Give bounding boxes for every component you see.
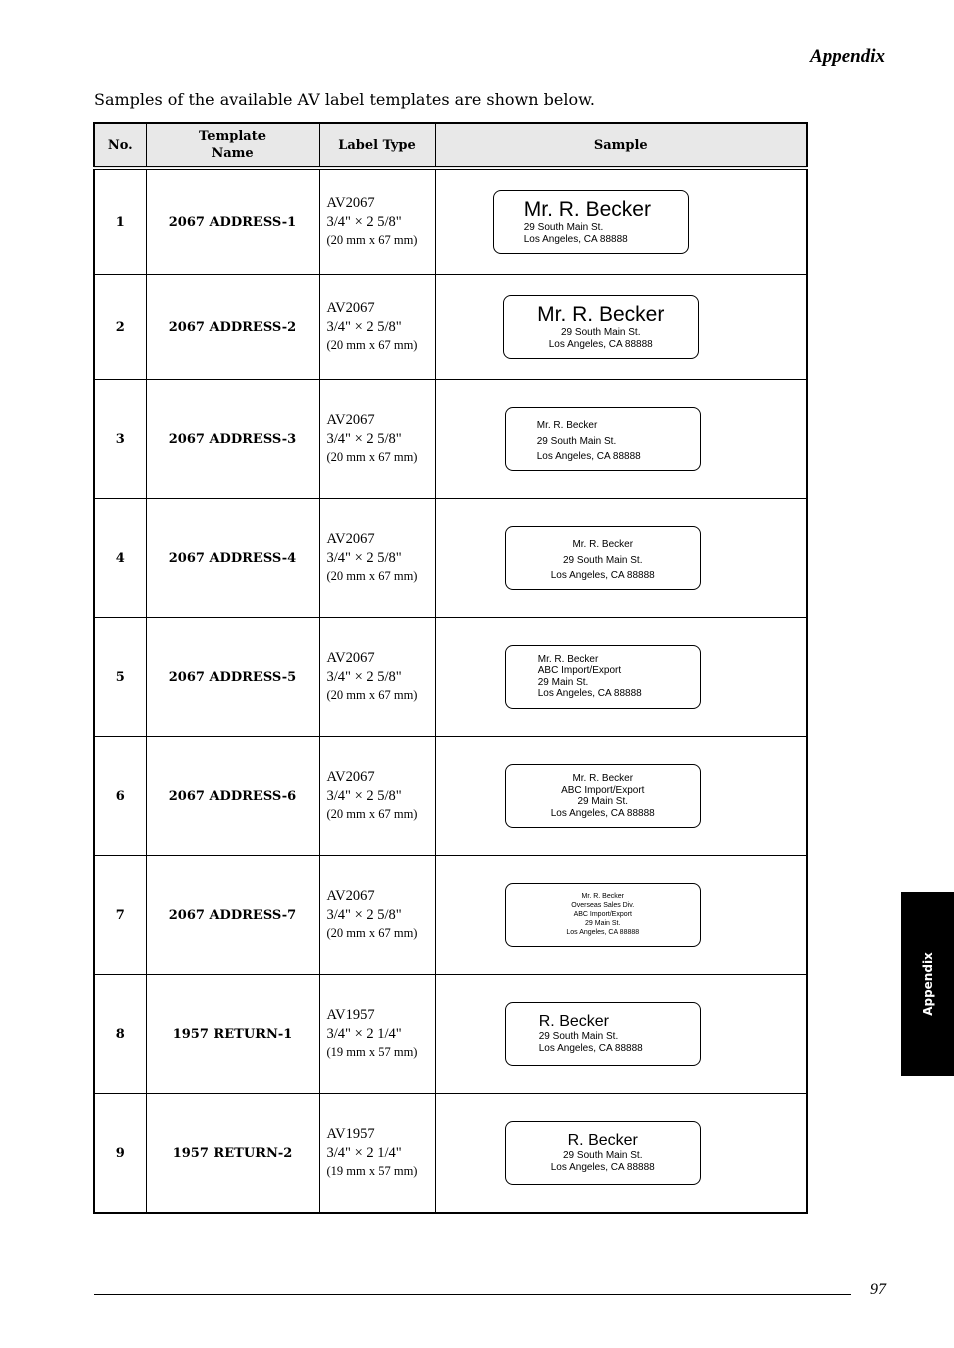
appendix-side-tab xyxy=(901,892,954,1076)
column-header-no: No. xyxy=(94,123,146,168)
label-line: Los Angeles, CA 88888 xyxy=(537,687,642,699)
label-line: ABC Import/Export xyxy=(573,911,632,918)
label-line: Los Angeles, CA 88888 xyxy=(566,929,640,936)
sample-label xyxy=(505,407,701,471)
table-row xyxy=(94,618,807,737)
table-row xyxy=(94,499,807,618)
column-header-label-type: Label Type xyxy=(319,123,435,168)
label-line: 29 South Main St. xyxy=(563,554,643,566)
template-name: 2067 ADDRESS-3 xyxy=(146,380,319,499)
label-line: Mr. R. Becker xyxy=(523,198,651,221)
sample-cell xyxy=(435,737,807,856)
label-line: Mr. R. Becker xyxy=(581,893,624,900)
label-type-mm: (20 mm x 67 mm) xyxy=(326,233,418,248)
label-type-inches: 3/4" × 2 5/8" xyxy=(326,318,402,335)
sample-label xyxy=(505,1002,701,1066)
sample-label xyxy=(503,295,699,359)
sample-label xyxy=(505,645,701,709)
label-type-model: AV1957 xyxy=(326,1007,375,1024)
label-line: R. Becker xyxy=(567,1132,638,1149)
label-type-model: AV2067 xyxy=(326,888,375,905)
label-type-mm: (20 mm x 67 mm) xyxy=(326,338,418,353)
row-number: 6 xyxy=(94,737,146,856)
label-line: 29 Main St. xyxy=(585,920,621,927)
row-number: 9 xyxy=(94,1094,146,1214)
label-type xyxy=(319,380,435,499)
label-line: 29 South Main St. xyxy=(536,435,617,447)
template-name: 2067 ADDRESS-2 xyxy=(146,275,319,380)
side-tab-label: Appendix xyxy=(920,952,935,1016)
row-number: 5 xyxy=(94,618,146,737)
label-type xyxy=(319,1094,435,1214)
row-number: 2 xyxy=(94,275,146,380)
label-line: Los Angeles, CA 88888 xyxy=(550,1162,655,1173)
label-line: 29 Main St. xyxy=(577,796,629,807)
intro-text: Samples of the available AV label templates are shown below. xyxy=(94,90,595,109)
label-type xyxy=(319,618,435,737)
label-line: Mr. R. Becker xyxy=(537,303,665,326)
label-line: ABC Import/Export xyxy=(561,784,645,796)
table-row xyxy=(94,168,807,275)
label-type-inches: 3/4" × 2 5/8" xyxy=(326,787,402,804)
page-number: 97 xyxy=(870,1281,886,1298)
label-line: 29 Main St. xyxy=(537,676,589,688)
label-line: Mr. R. Becker xyxy=(537,654,599,665)
sample-cell xyxy=(435,975,807,1094)
column-header-name-line2: Name xyxy=(211,146,254,161)
label-line: Los Angeles, CA 88888 xyxy=(523,234,628,245)
sample-label xyxy=(505,1121,701,1185)
sample-label xyxy=(505,526,701,590)
sample-cell xyxy=(435,380,807,499)
template-name: 1957 RETURN-1 xyxy=(146,975,319,1094)
section-title: Appendix xyxy=(810,46,885,67)
label-line: 29 South Main St. xyxy=(538,1031,619,1042)
row-number: 8 xyxy=(94,975,146,1094)
label-type-mm: (20 mm x 67 mm) xyxy=(326,807,418,822)
row-number: 1 xyxy=(94,168,146,275)
label-type-model: AV2067 xyxy=(326,412,375,429)
label-line: Mr. R. Becker xyxy=(536,420,598,431)
label-type-mm: (19 mm x 57 mm) xyxy=(326,1045,418,1060)
table-row xyxy=(94,380,807,499)
table-row xyxy=(94,1094,807,1214)
table-row xyxy=(94,856,807,975)
label-type-model: AV1957 xyxy=(326,1126,375,1143)
sample-cell xyxy=(435,275,807,380)
column-header-template-name xyxy=(146,123,319,168)
label-type xyxy=(319,856,435,975)
label-line: Los Angeles, CA 88888 xyxy=(538,1043,643,1054)
label-type-model: AV2067 xyxy=(326,650,375,667)
row-number: 7 xyxy=(94,856,146,975)
template-name: 1957 RETURN-2 xyxy=(146,1094,319,1214)
label-type-inches: 3/4" × 2 5/8" xyxy=(326,549,402,566)
label-type-model: AV2067 xyxy=(326,531,375,548)
label-type-model: AV2067 xyxy=(326,300,375,317)
label-type xyxy=(319,737,435,856)
label-line: 29 South Main St. xyxy=(523,222,604,233)
label-type-inches: 3/4" × 2 1/4" xyxy=(326,1025,402,1042)
label-type xyxy=(319,975,435,1094)
row-number: 3 xyxy=(94,380,146,499)
label-template-table xyxy=(93,122,808,1214)
sample-cell xyxy=(435,856,807,975)
sample-label xyxy=(505,764,701,828)
label-type-mm: (19 mm x 57 mm) xyxy=(326,1164,418,1179)
row-number: 4 xyxy=(94,499,146,618)
label-type-inches: 3/4" × 2 1/4" xyxy=(326,1144,402,1161)
label-type-inches: 3/4" × 2 5/8" xyxy=(326,668,402,685)
label-line: Los Angeles, CA 88888 xyxy=(536,451,641,462)
label-type-mm: (20 mm x 67 mm) xyxy=(326,926,418,941)
label-type xyxy=(319,275,435,380)
label-line: Los Angeles, CA 88888 xyxy=(550,570,655,581)
column-header-sample: Sample xyxy=(435,123,807,168)
label-line: Overseas Sales Div. xyxy=(571,902,635,909)
template-name: 2067 ADDRESS-5 xyxy=(146,618,319,737)
label-line: 29 South Main St. xyxy=(561,327,641,338)
label-line: ABC Import/Export xyxy=(537,665,622,677)
table-row xyxy=(94,275,807,380)
label-type-model: AV2067 xyxy=(326,195,375,212)
label-line: 29 South Main St. xyxy=(563,1150,643,1161)
table-row xyxy=(94,975,807,1094)
template-name: 2067 ADDRESS-1 xyxy=(146,168,319,275)
label-type-inches: 3/4" × 2 5/8" xyxy=(326,906,402,923)
label-type-inches: 3/4" × 2 5/8" xyxy=(326,213,402,230)
sample-label xyxy=(493,190,689,254)
table-header-row xyxy=(94,123,807,168)
sample-label xyxy=(505,883,701,947)
template-name: 2067 ADDRESS-7 xyxy=(146,856,319,975)
sample-cell xyxy=(435,618,807,737)
label-type xyxy=(319,499,435,618)
label-line: Los Angeles, CA 88888 xyxy=(548,339,653,350)
sample-cell xyxy=(435,499,807,618)
sample-cell xyxy=(435,1094,807,1214)
label-type-model: AV2067 xyxy=(326,769,375,786)
label-line: Mr. R. Becker xyxy=(572,539,634,550)
template-name: 2067 ADDRESS-6 xyxy=(146,737,319,856)
label-type-mm: (20 mm x 67 mm) xyxy=(326,450,418,465)
label-line: Los Angeles, CA 88888 xyxy=(550,807,655,819)
template-name: 2067 ADDRESS-4 xyxy=(146,499,319,618)
column-header-name-line1: Template xyxy=(199,129,266,144)
label-type xyxy=(319,168,435,275)
label-type-mm: (20 mm x 67 mm) xyxy=(326,569,418,584)
footer-rule xyxy=(94,1294,851,1295)
label-type-inches: 3/4" × 2 5/8" xyxy=(326,430,402,447)
label-line: R. Becker xyxy=(538,1013,609,1030)
label-type-mm: (20 mm x 67 mm) xyxy=(326,688,418,703)
label-line: Mr. R. Becker xyxy=(572,773,634,784)
sample-cell xyxy=(435,168,807,275)
table-row xyxy=(94,737,807,856)
